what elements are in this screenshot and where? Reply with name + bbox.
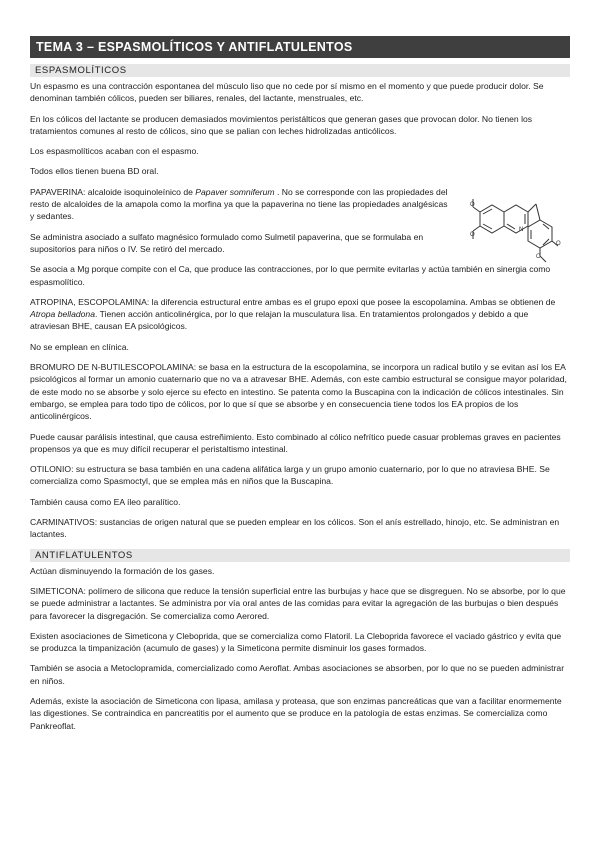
paragraph: Los espasmolíticos acaban con el espasmo. (30, 146, 199, 157)
paragraph-simeticona (30, 585, 570, 622)
paragraph: No se emplean en clínica. (30, 341, 129, 352)
paragraph-otilonio (30, 463, 570, 488)
text-run: polímero de silicona que reduce la tensión superficial entre las burbujas y hace que se disgreguen. No se absorbe, por lo que se puede administrar a lactantes. Se administra por vía oral antes de las comidas para evitar la agregación de las burbujas o bien después para favorecer la disgregación. Se comercializa como Aerored. (30, 585, 566, 621)
text-run: se basa en la estructura de la escopolamina, se incorpora un radical butilo y se evitan así los EA psicológicos al formar un amonio cuaternario que no va a atravesar BHE. Además, con este cambio estructural se consigue mayor polaridad, de este modo no se absorbe y solo ejerce su efecto en intestino. Se patenta como la Buscapina con la indicación de cólicos intestinales. Sin embargo, se emplea para todo tipo de cólicos, por lo que sí que se absorbe y en consecuencia tiene todos los EA propios de los anticolinérgicos. (30, 362, 567, 422)
text-run: . Tienen acción anticolinérgica, por lo que relajan la musculatura lisa. En tratamientos prolongados y debido a que atraviesan BHE, causan EA psicológicos. (30, 309, 529, 332)
svg-text:O: O (470, 231, 475, 238)
page-title: TEMA 3 – ESPASMOLÍTICOS Y ANTIFLATULENTOS (30, 36, 570, 58)
paragraph: También causa como EA íleo paralítico. (30, 496, 181, 507)
text-run: sustancias de origen natural que se pueden emplear en los cólicos. Son el anís estrellado, hinojo, etc. Se administran en lactantes. (30, 517, 560, 540)
paragraph: Un espasmo es una contracción espontanea del músculo liso que no cede por sí mismo en el momento y que puede producir dolor. Se denominan también cólicos, pueden ser biliares, renales, del lactante, menstruales, etc. (30, 81, 544, 104)
species-name: Atropa belladona (30, 309, 95, 320)
papaverine-structure-icon (464, 184, 562, 276)
text-run: su estructura se basa también en una cadena alifática larga y un grupo amonio cuaternario, por lo que no atraviesa BHE. Se comercializa como Spasmoctyl, que se emplea más en niños que la Buscapina. (30, 464, 550, 487)
svg-text:O: O (556, 240, 561, 247)
paragraph-bromuro (30, 361, 570, 422)
term-label: BROMURO DE N-BUTILESCOPOLAMINA: (30, 362, 197, 373)
paragraph-papaverina (30, 186, 450, 223)
paragraph: Además, existe la asociación de Simeticona con lipasa, amilasa y proteasa, que son enzimas pancreáticas que van a facilitar enormemente las digestiones. Se contraindica en pancreatitis por el aumento que se produce en la patología de estas enzimas. Se comercializa como Pankreoflat. (30, 695, 562, 731)
svg-text:N: N (519, 226, 524, 233)
term-label: PAPAVERINA: (30, 186, 86, 197)
paragraph-carminativos (30, 516, 570, 541)
paragraph: En los cólicos del lactante se producen demasiados movimientos peristálticos que generan gases que provocan dolor. No tienen los tratamientos comunes al resto de cólicos, sino que se palian con leches hidrolizadas anticólicos. (30, 113, 533, 136)
paragraph: Existen asociaciones de Simeticona y Cleboprida, que se comercializa como Flatoril. La Cleboprida favorece el vaciado gástrico y evita que se produzca la timpanización (acumulo de gases) y la Simeticona permite disminuir los gases formados. (30, 630, 562, 654)
term-label: OTILONIO: (30, 464, 74, 475)
svg-text:O: O (470, 201, 475, 208)
species-name: Papaver somniferum (195, 186, 275, 197)
paragraph: Puede causar parálisis intestinal, que causa estreñimiento. Esto combinado al cólico nefrítico puede casuar problemas graves en pacientes propensos ya que es muy difícil recuperar el peristaltismo intestinal. (30, 431, 561, 454)
paragraph: Se asocia a Mg porque compite con el Ca, que produce las contracciones, por lo que permite evitarlas y actúa también en sinergia como espasmolítico. (30, 264, 551, 287)
papaverina-block (30, 186, 570, 260)
term-label: SIMETICONA: (30, 585, 86, 596)
paragraph: Actúan disminuyendo la formación de los gases. (30, 565, 215, 576)
term-label: ATROPINA, ESCOPOLAMINA: (30, 296, 150, 307)
document-page (30, 36, 570, 732)
paragraph: También se asocia a Metoclopramida, comercializado como Aeroflat. Ambas asociaciones se absorben, por lo que no se pueden administrar en niños. (30, 663, 565, 686)
section-heading-espasmoliticos: ESPASMOLÍTICOS (30, 64, 570, 77)
text-run: alcaloide isoquinoleínico de (85, 186, 196, 197)
paragraph-atropina (30, 296, 570, 333)
term-label: CARMINATIVOS: (30, 517, 98, 528)
text-run: . No se corresponde con las propiedades del resto de alcaloides de la amapola como la morfina ya que la papaverina no tiene las propiedades analgésicas y sedantes. (30, 186, 448, 222)
text-run: la diferencia estructural entre ambas es el grupo epoxi que posee la escopolamina. Ambas se obtienen de (149, 296, 556, 307)
svg-text:O: O (536, 253, 541, 260)
paragraph: Se administra asociado a sulfato magnésico formulado como Sulmetil papaverina, que se formulaba en supositorios para niños o IV. Se retiró del mercado. (30, 231, 424, 254)
section-heading-antiflatulentos: ANTIFLATULENTOS (30, 549, 570, 562)
paragraph: Todos ellos tienen buena BD oral. (30, 166, 159, 177)
